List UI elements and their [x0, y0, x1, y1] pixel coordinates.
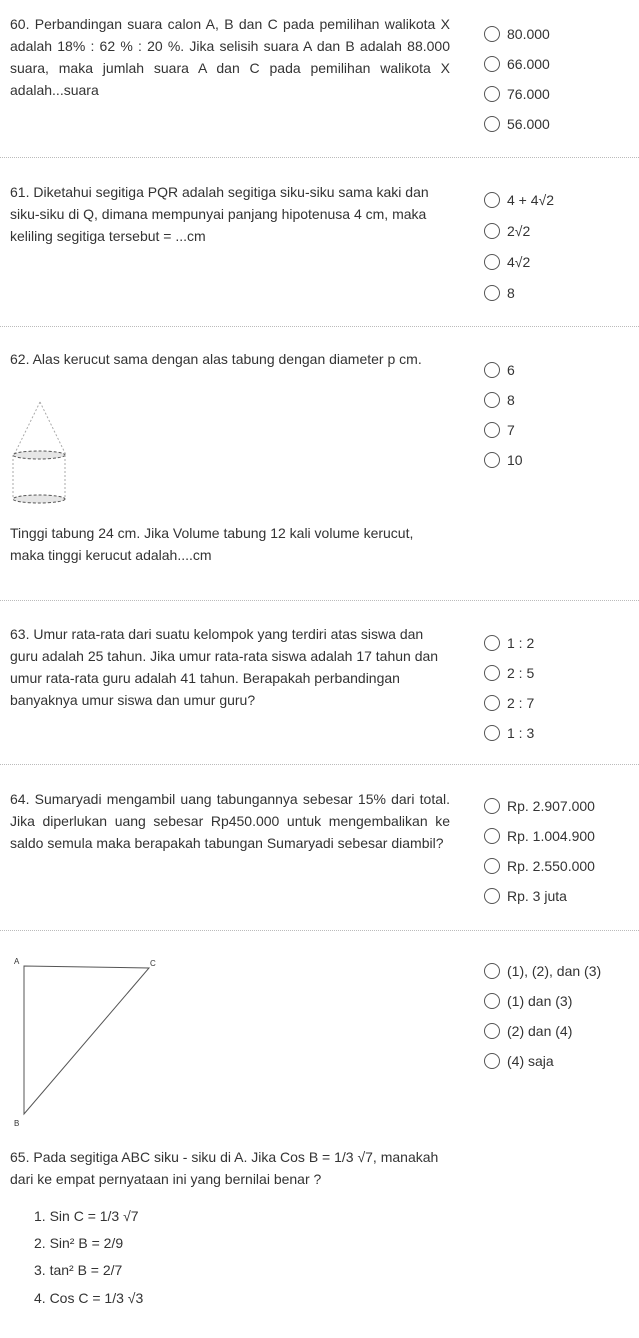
radio-icon[interactable]	[484, 858, 500, 874]
option-label: (2) dan (4)	[507, 1023, 573, 1039]
radio-icon[interactable]	[484, 888, 500, 904]
triangle-abc	[24, 966, 149, 1114]
question-60-text: 60. Perbandingan suara calon A, B dan C pada pemilihan walikota X adalah 18% : 62 % : 20 %. Jika selisih suara A dan B adalah 88.000 suara, maka jumlah suara A dan C pada pemilihan walikota X adalah...suara	[10, 16, 450, 98]
divider	[0, 326, 639, 327]
radio-icon[interactable]	[484, 116, 500, 132]
divider	[0, 157, 639, 158]
vertex-label-c: C	[150, 959, 156, 968]
option-label: 2 : 7	[507, 695, 535, 711]
statement-3: 3. tan² B = 2/7	[34, 1262, 123, 1278]
radio-icon[interactable]	[484, 665, 500, 681]
option-label: 2 : 5	[507, 665, 535, 681]
option-label: (4) saja	[507, 1053, 554, 1069]
question-63-text: 63. Umur rata-rata dari suatu kelompok yang terdiri atas siswa dan guru adalah 25 tahun. Jika umur rata-rata siswa adalah 17 tahun dan umur rata-rata guru adalah 41 tahun. Berapakah perbandingan banyaknya umur siswa dan umur guru?	[10, 626, 439, 708]
cylinder-top-ellipse	[13, 451, 65, 459]
q64-option-b[interactable]	[484, 826, 595, 846]
q63-option-c[interactable]	[484, 693, 534, 713]
option-label: 1 : 3	[507, 725, 535, 741]
option-label: 8	[507, 392, 515, 408]
radio-icon[interactable]	[484, 26, 500, 42]
right-triangle-figure	[10, 954, 160, 1132]
radio-icon[interactable]	[484, 254, 500, 270]
option-label: (1) dan (3)	[507, 993, 573, 1009]
q62-option-c[interactable]	[484, 420, 515, 440]
radio-icon[interactable]	[484, 695, 500, 711]
option-label: 1 : 2	[507, 635, 535, 651]
option-label: 80.000	[507, 26, 550, 42]
cylinder-bottom-ellipse	[13, 495, 65, 503]
radio-icon[interactable]	[484, 725, 500, 741]
q64-option-c[interactable]	[484, 856, 595, 876]
option-label: Rp. 2.907.000	[507, 798, 595, 814]
q65-option-b[interactable]	[484, 991, 572, 1011]
q64-option-d[interactable]	[484, 886, 567, 906]
q61-option-c[interactable]	[484, 252, 530, 272]
vertex-label-a: A	[14, 957, 20, 966]
option-label: Rp. 1.004.900	[507, 828, 595, 844]
radio-icon[interactable]	[484, 86, 500, 102]
option-label: Rp. 3 juta	[507, 888, 567, 904]
radio-icon[interactable]	[484, 362, 500, 378]
divider	[0, 600, 639, 601]
radio-icon[interactable]	[484, 392, 500, 408]
option-label: 7	[507, 422, 515, 438]
option-label: 2√2	[507, 223, 531, 239]
statement-1: 1. Sin C = 1/3 √7	[34, 1208, 139, 1224]
radio-icon[interactable]	[484, 963, 500, 979]
q63-option-d[interactable]	[484, 723, 534, 743]
q62-option-a[interactable]	[484, 360, 515, 380]
radio-icon[interactable]	[484, 56, 500, 72]
radio-icon[interactable]	[484, 1023, 500, 1039]
option-label: 6	[507, 362, 515, 378]
q61-option-a[interactable]	[484, 190, 554, 210]
q65-option-d[interactable]	[484, 1051, 554, 1071]
radio-icon[interactable]	[484, 223, 500, 239]
radio-icon[interactable]	[484, 285, 500, 301]
statement-2: 2. Sin² B = 2/9	[34, 1235, 124, 1251]
radio-icon[interactable]	[484, 452, 500, 468]
option-label: 8	[507, 285, 515, 301]
q62-option-b[interactable]	[484, 390, 515, 410]
radio-icon[interactable]	[484, 1053, 500, 1069]
divider	[0, 930, 639, 931]
option-label: Rp. 2.550.000	[507, 858, 595, 874]
question-62-text-2: Tinggi tabung 24 cm. Jika Volume tabung 12 kali volume kerucut, maka tinggi kerucut adalah....cm	[10, 525, 414, 563]
vertex-label-b: B	[14, 1119, 20, 1128]
cone-left-edge	[14, 402, 40, 455]
divider	[0, 764, 639, 765]
radio-icon[interactable]	[484, 828, 500, 844]
q63-option-a[interactable]	[484, 633, 534, 653]
q65-option-c[interactable]	[484, 1021, 572, 1041]
cone-cylinder-figure	[8, 398, 72, 516]
q60-option-c[interactable]	[484, 84, 550, 104]
option-label: 66.000	[507, 56, 550, 72]
radio-icon[interactable]	[484, 993, 500, 1009]
q62-option-d[interactable]	[484, 450, 523, 470]
option-label: 4 + 4√2	[507, 192, 554, 208]
statement-4: 4. Cos C = 1/3 √3	[34, 1290, 144, 1306]
option-label: 76.000	[507, 86, 550, 102]
radio-icon[interactable]	[484, 635, 500, 651]
question-62-text: 62. Alas kerucut sama dengan alas tabung dengan diameter p cm.	[10, 351, 422, 367]
option-label: 10	[507, 452, 523, 468]
question-61-text: 61. Diketahui segitiga PQR adalah segitiga siku-siku sama kaki dan siku-siku di Q, dimana mempunyai panjang hipotenusa 4 cm, maka keliling segitiga tersebut = ...cm	[10, 184, 429, 244]
cone-right-edge	[40, 402, 66, 455]
question-65-text: 65. Pada segitiga ABC siku - siku di A. Jika Cos B = 1/3 √7, manakah dari ke empat pernyataan ini yang bernilai benar ?	[10, 1149, 439, 1187]
option-label: (1), (2), dan (3)	[507, 963, 602, 979]
option-label: 4√2	[507, 254, 531, 270]
q60-option-b[interactable]	[484, 54, 550, 74]
option-label: 56.000	[507, 116, 550, 132]
radio-icon[interactable]	[484, 798, 500, 814]
q65-option-a[interactable]	[484, 961, 601, 981]
q60-option-a[interactable]	[484, 24, 550, 44]
radio-icon[interactable]	[484, 192, 500, 208]
q61-option-b[interactable]	[484, 221, 530, 241]
q61-option-d[interactable]	[484, 283, 515, 303]
radio-icon[interactable]	[484, 422, 500, 438]
question-64-text: 64. Sumaryadi mengambil uang tabungannya sebesar 15% dari total. Jika diperlukan uang sebesar Rp450.000 untuk mengembalikan ke saldo semula maka berapakah tabungan Sumaryadi sebesar diambil?	[10, 791, 450, 851]
q63-option-b[interactable]	[484, 663, 534, 683]
q60-option-d[interactable]	[484, 114, 550, 134]
q64-option-a[interactable]	[484, 796, 595, 816]
